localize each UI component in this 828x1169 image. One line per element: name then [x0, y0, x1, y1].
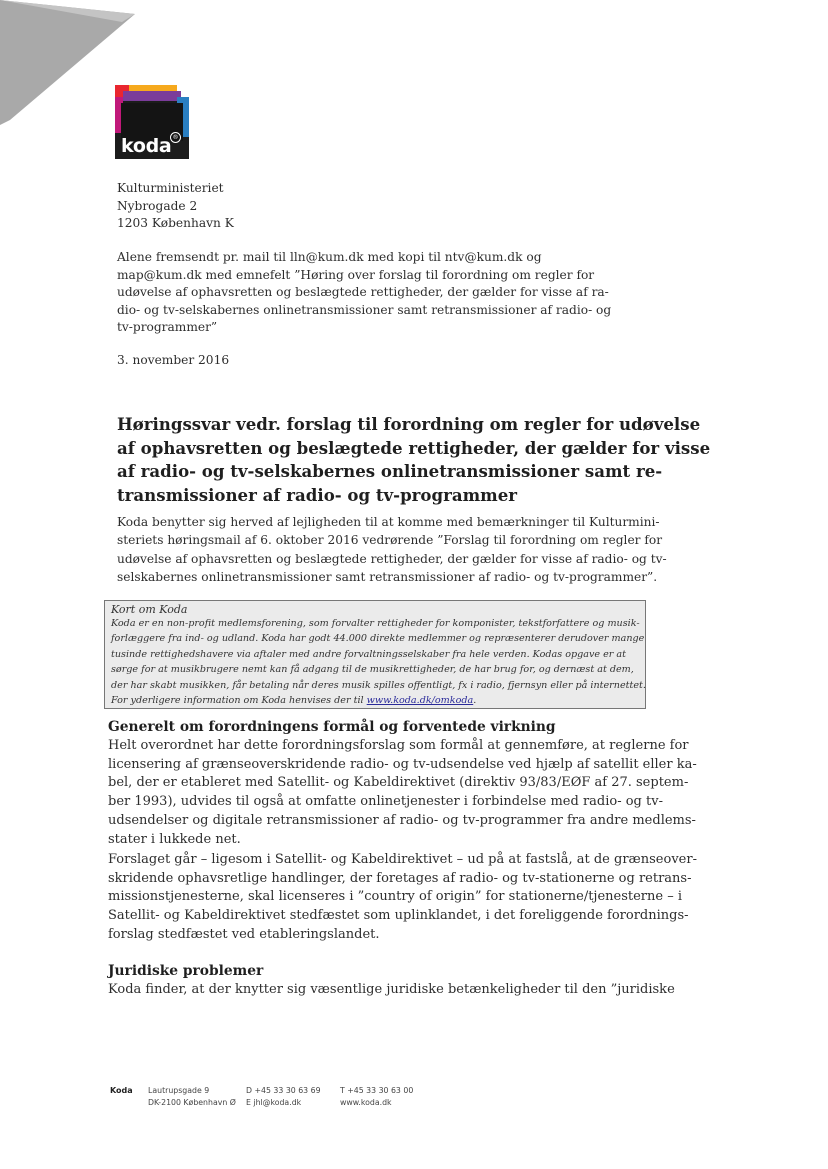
registered-mark: ® — [170, 132, 181, 143]
footer-brand: Koda — [110, 1086, 133, 1095]
footer-line: D +45 33 30 63 69 — [246, 1086, 321, 1095]
body-line: Satellit- og Kabeldirektivet stedfæstet som uplinklandet, i det foreliggende forordnings- — [108, 908, 689, 924]
body-line: Koda finder, at der knytter sig væsentlige juridiske betænkeligheder til den ”juridiske — [108, 982, 675, 997]
body-line: Forslaget går – ligesom i Satellit- og Kabeldirektivet – ud på at fastslå, at de grænseover- — [108, 852, 697, 867]
about-line: forlæggere fra ind- og udland. Koda har godt 44.000 direkte medlemmer og repræsenterer derudover mange — [111, 633, 645, 645]
body-line: licensering af grænseoverskridende radio- og tv-udsendelse ved hjælp af satellit eller ka- — [108, 756, 697, 772]
body-line: bel, der er etableret med Satellit- og Kabeldirektivet (direktiv 93/83/EØF af 27. septem- — [108, 775, 689, 791]
notice-line: tv-programmer” — [117, 320, 218, 335]
logo-wordmark: koda — [121, 135, 172, 157]
body-line: missionstjenesterne, skal licenseres i ”country of origin” for stationerne/tjenesterne – i — [108, 889, 683, 905]
heading-line: af ophavsretten og beslægtede rettigheder, der gælder for visse — [117, 437, 711, 458]
footer-general-contact — [340, 1085, 413, 1108]
letter-date: 3. november 2016 — [117, 353, 230, 367]
footer-line: DK-2100 København Ø — [148, 1097, 236, 1107]
about-line: der har skabt musikken, får betaling når deres musik spilles offentligt, fx i radio, fjernsyn eller på internettet. — [111, 679, 646, 691]
section-general-paragraph-2 — [108, 851, 697, 945]
footer-line: T +45 33 30 63 00 — [340, 1086, 414, 1095]
address-line: 1203 København K — [117, 216, 234, 231]
body-line: stater i lukkede net. — [108, 831, 241, 847]
body-line: ber 1993), udvides til også at omfatte onlinetjenester i forbindelse med radio- og tv- — [108, 794, 663, 810]
section-general-paragraph-1 — [108, 737, 697, 849]
intro-line: selskabernes onlinetransmissioner samt retransmissioner af radio- og tv-programmer”. — [117, 570, 658, 585]
intro-line: udøvelse af ophavsretten og beslægtede rettigheder, der gælder for visse af radio- og tv- — [117, 551, 667, 566]
notice-line: udøvelse af ophavsretten og beslægtede rettigheder, der gælder for visse af ra- — [117, 285, 609, 300]
intro-line: Koda benytter sig herved af lejligheden til at komme med bemærkninger til Kulturmini- — [117, 515, 660, 529]
sent-notice — [117, 249, 612, 337]
heading-line: transmissioner af radio- og tv-programmer — [117, 484, 517, 505]
intro-line: steriets høringsmail af 6. oktober 2016 vedrørende ”Forslag til forordning om regler for — [117, 533, 663, 548]
footer-line: www.koda.dk — [340, 1097, 392, 1107]
body-line: forslag stedfæstet ved etableringslandet. — [108, 926, 380, 942]
about-box-body — [111, 616, 646, 708]
about-koda-box — [104, 600, 646, 709]
section-legal-paragraph-1 — [108, 981, 675, 1000]
heading-line: Høringssvar vedr. forslag til forordning om regler for udøvelse — [117, 414, 701, 434]
notice-line: map@kum.dk med emnefelt ”Høring over forslag til forordning om regler for — [117, 267, 595, 282]
about-line-suffix: . — [473, 695, 477, 707]
footer-direct-contact — [246, 1085, 321, 1108]
section-title-legal: Juridiske problemer — [108, 963, 264, 979]
about-line: Koda er en non-profit medlemsforening, som forvalter rettigheder for komponister, tekstforfattere og musik- — [111, 618, 640, 629]
address-line: Nybrogade 2 — [117, 198, 198, 213]
about-line: tusinde rettighedshavere via aftaler med andre forvaltningsselskaber fra hele verden. Kodas opgave er at — [111, 648, 627, 660]
about-box-title: Kort om Koda — [111, 603, 188, 616]
footer-line: E jhl@koda.dk — [246, 1097, 302, 1107]
footer-line: Lautrupsgade 9 — [148, 1086, 210, 1095]
heading-line: af radio- og tv-selskabernes onlinetransmissioner samt re- — [117, 461, 663, 482]
about-line-last — [111, 693, 639, 708]
koda-logo — [115, 85, 189, 159]
notice-line: Alene fremsendt pr. mail til lln@kum.dk med kopi til ntv@kum.dk og — [117, 250, 542, 264]
body-line: skridende ophavsretlige handlinger, der foretages af radio- og tv-stationerne og retrans- — [108, 870, 692, 886]
about-line: sørge for at musikbrugere nemt kan få adgang til de musikrettigheder, de har brug for, og dernæst at dem, — [111, 664, 634, 676]
body-line: udsendelser og digitale retransmissioner af radio- og tv-programmer fra andre medlems- — [108, 812, 696, 828]
about-koda-link[interactable]: www.koda.dk/omkoda — [366, 695, 474, 707]
about-line-prefix: For yderligere information om Koda henvises der til — [111, 695, 367, 707]
intro-paragraph — [117, 513, 667, 587]
recipient-address — [117, 180, 234, 233]
address-line: Kulturministeriet — [117, 181, 224, 195]
section-title-general: Generelt om forordningens formål og forventede virkning — [108, 719, 556, 735]
notice-line: dio- og tv-selskabernes onlinetransmissioner samt retransmissioner af radio- og — [117, 302, 612, 317]
document-heading — [117, 413, 711, 507]
body-line: Helt overordnet har dette forordningsforslag som formål at gennemføre, at reglerne for — [108, 738, 689, 753]
footer-address — [148, 1085, 236, 1108]
